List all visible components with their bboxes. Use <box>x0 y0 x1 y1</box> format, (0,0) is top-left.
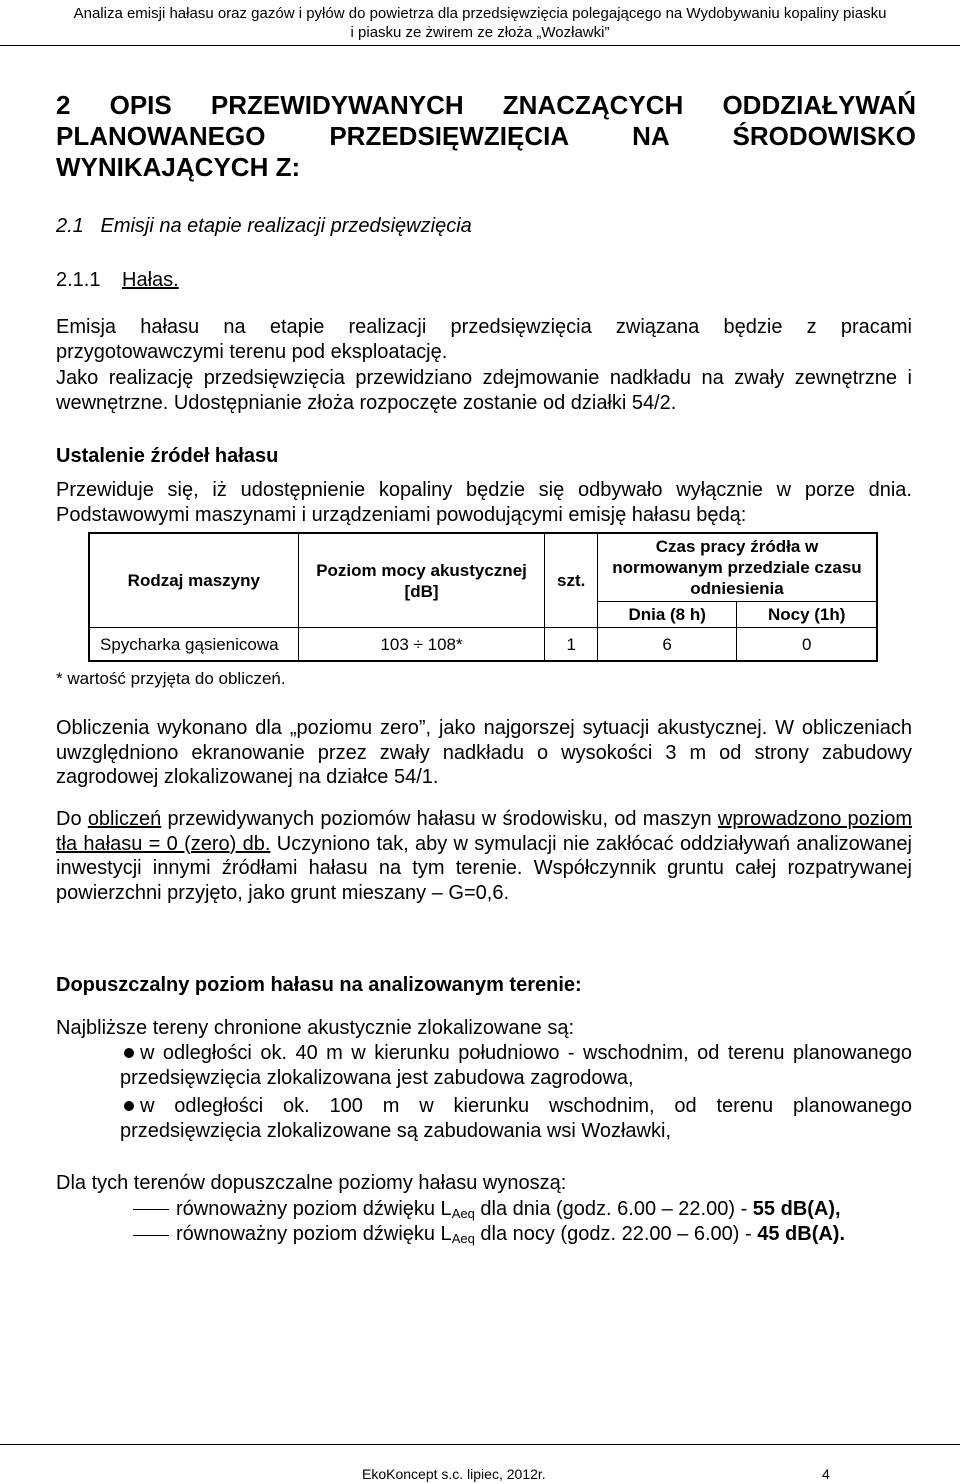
paragraph-5 <box>56 807 912 905</box>
cell-count: 1 <box>545 628 598 662</box>
limits-intro: Najbliższe tereny chronione akustycznie zlokalizowane są: <box>56 1017 575 1039</box>
limit-day-pre: równoważny poziom dźwięku L <box>176 1198 452 1220</box>
col-header-power: Poziom mocy akustycznej [dB] <box>298 533 545 628</box>
p5-part-d: wprowadzono poziom tła hałasu = 0 (zero) db. <box>56 808 913 855</box>
col-header-day: Dnia (8 h) <box>597 602 736 628</box>
col-header-type: Rodzaj maszyny <box>89 533 298 628</box>
limit-night-mid: dla nocy (godz. 22.00 – 6.00) - <box>474 1223 758 1245</box>
limit-night <box>176 1222 845 1246</box>
limits-bullet-1: w odległości ok. 40 m w kierunku południowo - wschodnim, od terenu planowanego przedsięwzięcia zlokalizowana jest zabudowa zagrodowa, <box>120 1042 912 1089</box>
noise-sources-heading: Ustalenie źródeł hałasu <box>56 445 279 467</box>
p5-part-c: przewidywanych poziomów hałasu w środowisku, od maszyn <box>167 808 712 830</box>
dash-mark-icon <box>133 1235 169 1236</box>
subsubsection-title: Hałas. <box>122 269 179 291</box>
subsection-number: 2.1 <box>56 215 84 237</box>
p5-part-a: Do <box>56 808 82 830</box>
machine-table <box>88 532 878 662</box>
p5-part-b: obliczeń <box>87 808 162 830</box>
table-footnote: * wartość przyjęta do obliczeń. <box>56 669 286 688</box>
subsubsection-heading <box>56 268 179 292</box>
paragraph-2: Jako realizację przedsięwzięcia przewidziano zdejmowanie nadkładu na zwały zewnętrzne i wewnętrzne. Udostępnianie złoża rozpoczęte zostanie od działki 54/2. <box>56 367 912 414</box>
cell-night: 0 <box>737 628 877 662</box>
limit-day-mid: dla dnia (godz. 6.00 – 22.00) - <box>474 1198 753 1220</box>
section-title-line1: 2 OPIS PRZEWIDYWANYCH ZNACZĄCYCH ODDZIAŁYWAŃ <box>56 90 916 120</box>
header-rule <box>0 45 960 46</box>
footer-rule <box>0 1444 960 1445</box>
col-header-night: Nocy (1h) <box>737 602 877 628</box>
cell-type: Spycharka gąsienicowa <box>89 628 298 662</box>
permissible-intro: Dla tych terenów dopuszczalne poziomy hałasu wynoszą: <box>56 1172 567 1194</box>
limits-heading: Dopuszczalny poziom hałasu na analizowanym terenie: <box>56 974 582 996</box>
page-header-line1: Analiza emisji hałasu oraz gazów i pyłów do powietrza dla przedsięwzięcia polegającego na Wydobywaniu kopaliny piasku <box>73 5 887 22</box>
col-header-time: Czas pracy źródła w normowanym przedziale czasu odniesienia <box>597 533 877 602</box>
paragraph-1: Emisja hałasu na etapie realizacji przedsięwzięcia związana będzie z pracami przygotowawczymi terenu pod eksploatację. <box>56 316 912 363</box>
p5-part-e: Uczyniono tak, aby w symulacji nie zakłócać oddziaływań analizowanej inwestycji innymi źródłami hałasu na tym terenie. Współczynnik gruntu całej rozpatrywanej powierzchni przyjęto, jako grunt mieszany – G=0,6. <box>56 832 912 904</box>
cell-power: 103 ÷ 108* <box>298 628 545 662</box>
limit-day-sub: Aeq <box>451 1206 475 1221</box>
section-title-line3: WYNIKAJĄCYCH Z: <box>56 152 301 182</box>
limit-night-value: 45 dB(A). <box>757 1223 846 1245</box>
subsubsection-number: 2.1.1 <box>56 269 101 291</box>
cell-day: 6 <box>597 628 736 662</box>
dash-mark-icon <box>133 1209 169 1210</box>
footer-page-number: 4 <box>822 1466 830 1482</box>
section-title <box>56 90 916 183</box>
limit-night-sub: Aeq <box>451 1231 475 1246</box>
limits-bullet-2: w odległości ok. 100 m w kierunku wschodnim, od terenu planowanego przedsięwzięcia zlokalizowane są zabudowania wsi Wozławki, <box>120 1095 912 1142</box>
paragraph-4: Obliczenia wykonano dla „poziomu zero”, jako najgorszej sytuacji akustycznej. W obliczeniach uwzględniono ekranowanie przez zwały nadkładu o wysokości 3 m od strony zabudowy zagrodowej zlokalizowanej na działce 54/1. <box>56 717 912 788</box>
subsection-heading <box>56 214 472 238</box>
subsection-title: Emisji na etapie realizacji przedsięwzięcia <box>100 215 472 237</box>
table-row <box>89 628 877 662</box>
limit-day <box>176 1197 841 1221</box>
footer-company: EkoKoncept s.c. lipiec, 2012r. <box>362 1466 546 1482</box>
section-title-line2: PLANOWANEGO PRZEDSIĘWZIĘCIA NA ŚRODOWISKO <box>56 121 916 151</box>
col-header-count: szt. <box>545 533 598 628</box>
page-header-line2: i piasku ze żwirem ze złoża „Wozławki” <box>350 24 610 41</box>
limit-day-value: 55 dB(A), <box>752 1198 841 1220</box>
paragraph-3: Przewiduje się, iż udostępnienie kopaliny będzie się odbywało wyłącznie w porze dnia. Podstawowymi maszynami i urządzeniami powodującymi emisję hałasu będą: <box>56 479 912 526</box>
limit-night-pre: równoważny poziom dźwięku L <box>176 1223 452 1245</box>
